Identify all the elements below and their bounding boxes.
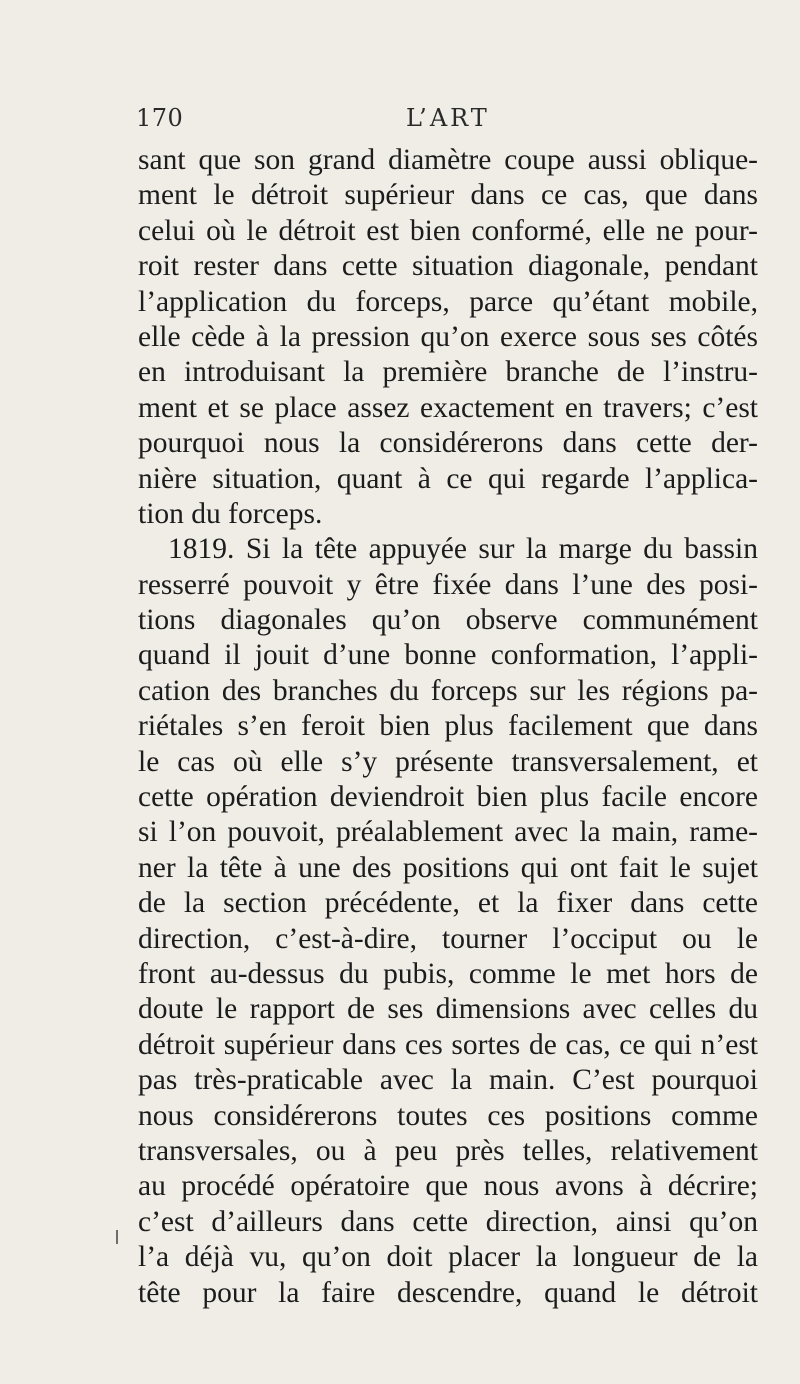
text-line: de la section précédente, et la fixer dans cette	[138, 887, 758, 920]
text-line: l’application du forceps, parce qu’étant mobile,	[138, 285, 758, 318]
text-line: direction, c’est-à-dire, tourner l’occiput ou le	[138, 922, 758, 955]
text-line: ment et se place assez exactement en travers; c’est	[138, 391, 758, 424]
body-text	[138, 143, 758, 1311]
text-line: l’a déjà vu, qu’on doit placer la longueur de la	[138, 1241, 758, 1274]
text-line: ner la tête à une des positions qui ont fait le sujet	[138, 851, 758, 884]
page-header	[136, 104, 756, 144]
text-line: le cas où elle s’y présente transversalement, et	[138, 745, 758, 778]
text-line: si l’on pouvoit, préalablement avec la main, rame-	[138, 816, 758, 849]
page-number: 170	[136, 104, 184, 132]
text-line: cation des branches du forceps sur les régions pa-	[138, 674, 758, 707]
text-line: c’est d’ailleurs dans cette direction, ainsi qu’on	[138, 1205, 758, 1238]
text-line: pourquoi nous la considérerons dans cette der-	[138, 427, 758, 460]
text-line: resserré pouvoit y être fixée dans l’une des posi-	[138, 568, 758, 601]
text-line: transversales, ou à peu près telles, relativement	[138, 1134, 758, 1167]
text-line: quand il jouit d’une bonne conformation, l’appli-	[138, 639, 758, 672]
text-line: riétales s’en feroit bien plus facilement que dans	[138, 710, 758, 743]
text-line: en introduisant la première branche de l’instru-	[138, 356, 758, 389]
margin-mark	[116, 1230, 118, 1244]
text-line: elle cède à la pression qu’on exerce sous ses côtés	[138, 320, 758, 353]
text-line: tions diagonales qu’on observe communément	[138, 604, 758, 637]
running-title: L’ART	[406, 104, 490, 132]
paragraph-start-line: 1819. Si la tête appuyée sur la marge du bassin	[168, 533, 758, 566]
text-line: ment le détroit supérieur dans ce cas, que dans	[138, 179, 758, 212]
text-line: pas très-praticable avec la main. C’est pourquoi	[138, 1064, 758, 1097]
text-line: doute le rapport de ses dimensions avec celles du	[138, 993, 758, 1026]
text-line: tête pour la faire descendre, quand le détroit	[138, 1276, 758, 1309]
text-line: front au-dessus du pubis, comme le met hors de	[138, 957, 758, 990]
paragraph-end-line: tion du forceps.	[138, 497, 323, 530]
text-line: sant que son grand diamètre coupe aussi oblique-	[138, 144, 758, 176]
text-line: nous considérerons toutes ces positions comme	[138, 1099, 758, 1132]
text-line: nière situation, quant à ce qui regarde l’applica-	[138, 462, 758, 495]
text-line: celui où le détroit est bien conformé, elle ne pour-	[138, 214, 758, 247]
text-line: cette opération deviendroit bien plus facile encore	[138, 781, 758, 814]
text-line: détroit supérieur dans ces sortes de cas, ce qui n’est	[138, 1028, 758, 1061]
text-line: roit rester dans cette situation diagonale, pendant	[138, 250, 758, 283]
text-line: au procédé opératoire que nous avons à décrire;	[138, 1170, 758, 1203]
